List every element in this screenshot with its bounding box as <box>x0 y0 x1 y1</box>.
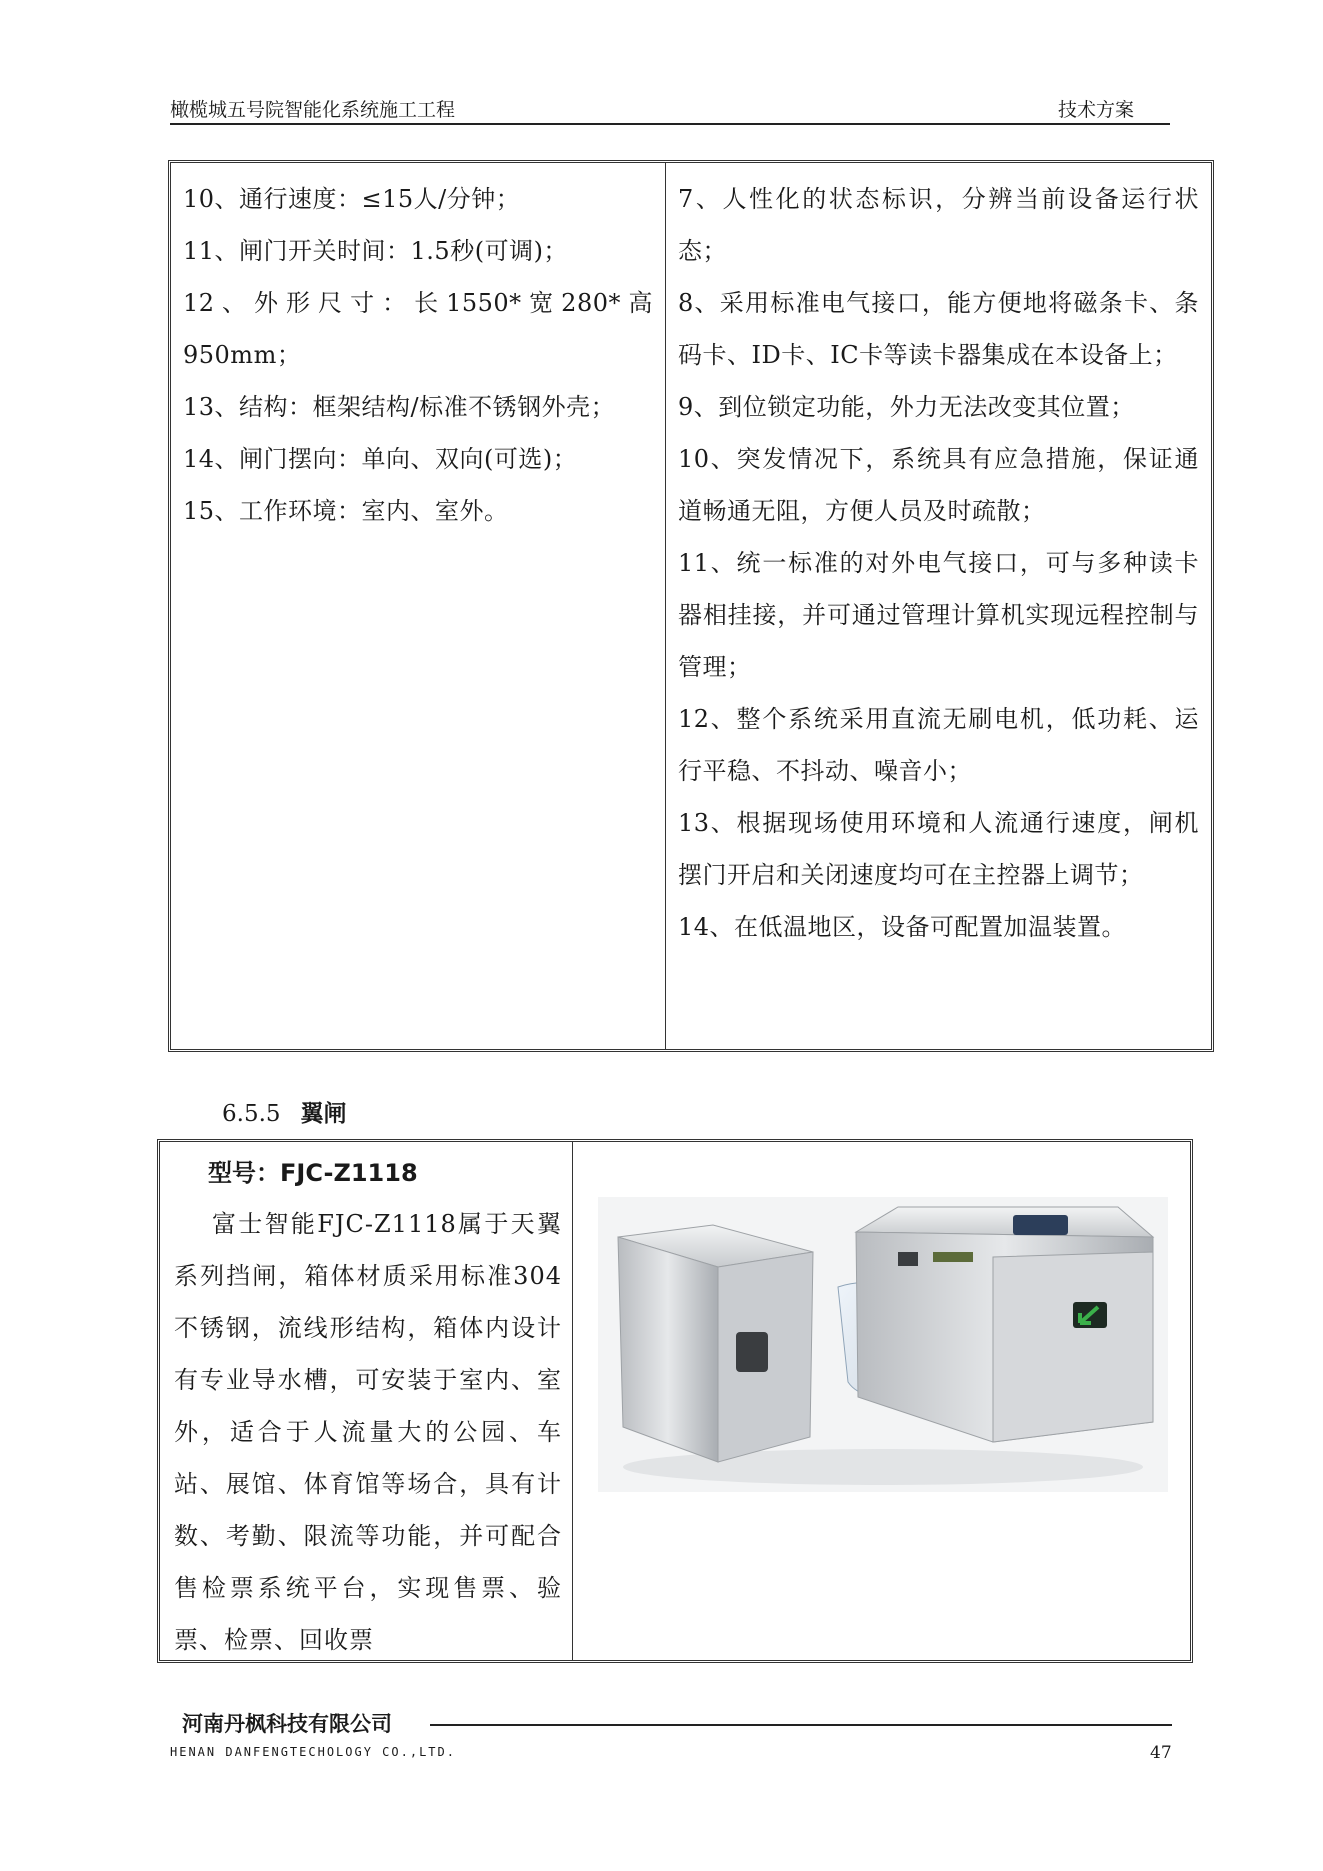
spec-item: 15、工作环境：室内、室外。 <box>183 497 509 525</box>
product-table <box>157 1139 1193 1663</box>
spec-column-right <box>666 163 1211 1049</box>
feature-item: 14、在低温地区，设备可配置加温装置。 <box>678 913 1127 941</box>
feature-item: 10、突发情况下，系统具有应急措施，保证通道畅通无阻，方便人员及时疏散； <box>678 445 1199 525</box>
section-name: 翼闸 <box>300 1101 347 1127</box>
feature-item: 11、统一标准的对外电气接口，可与多种读卡器相挂接，并可通过管理计算机实现远程控制与管理； <box>678 549 1199 681</box>
section-number: 6.5.5 <box>222 1101 281 1127</box>
spec-item: 10、通行速度：≤15人/分钟； <box>183 185 521 213</box>
section-heading <box>222 1095 347 1128</box>
product-photo-cell <box>573 1142 1190 1660</box>
header-doc-type: 技术方案 <box>1057 99 1134 121</box>
product-model: 型号：FJC-Z1118 <box>208 1159 418 1187</box>
footer-company-cn: 河南丹枫科技有限公司 <box>182 1712 392 1736</box>
feature-item: 9、到位锁定功能，外力无法改变其位置； <box>678 393 1135 421</box>
spec-column-left <box>171 163 666 1049</box>
turnstile-illustration <box>598 1197 1168 1492</box>
spec-item: 12、外形尺寸：长1550*宽280*高950mm； <box>183 289 653 369</box>
product-description-cell <box>160 1142 573 1660</box>
spec-item: 13、结构：框架结构/标准不锈钢外壳； <box>183 393 616 421</box>
feature-item: 8、采用标准电气接口，能方便地将磁条卡、条码卡、ID卡、IC卡等读卡器集成在本设备上； <box>678 289 1199 369</box>
feature-item: 7、人性化的状态标识，分辨当前设备运行状态； <box>678 185 1199 265</box>
footer-divider <box>430 1724 1172 1726</box>
page-header <box>170 95 1170 125</box>
right-cabinet <box>856 1207 1153 1442</box>
spec-item: 11、闸门开关时间：1.5秒(可调)； <box>183 237 568 265</box>
feature-item: 12、整个系统采用直流无刷电机，低功耗、运行平稳、不抖动、噪音小； <box>678 705 1199 785</box>
feature-item: 13、根据现场使用环境和人流通行速度，闸机摆门开启和关闭速度均可在主控器上调节； <box>678 809 1199 889</box>
page-number: 47 <box>1150 1743 1172 1763</box>
footer-company-en: HENAN DANFENGTECHOLOGY CO.,LTD. <box>170 1745 456 1759</box>
spec-item: 14、闸门摆向：单向、双向(可选)； <box>183 445 578 473</box>
left-cabinet <box>618 1225 813 1462</box>
header-project-title: 橄榄城五号院智能化系统施工工程 <box>170 99 456 121</box>
product-description: 富士智能FJC-Z1118属于天翼系列挡闸，箱体材质采用标准304不锈钢，流线形结构，箱体内设计有专业导水槽，可安装于室内、室外，适合于人流量大的公园、车站、展馆、体育馆等场合，具有计数、考勤、限流等功能，并可配合售检票系统平台，实现售票、验票、检票、回收票 <box>174 1210 562 1654</box>
spec-table <box>168 160 1214 1052</box>
